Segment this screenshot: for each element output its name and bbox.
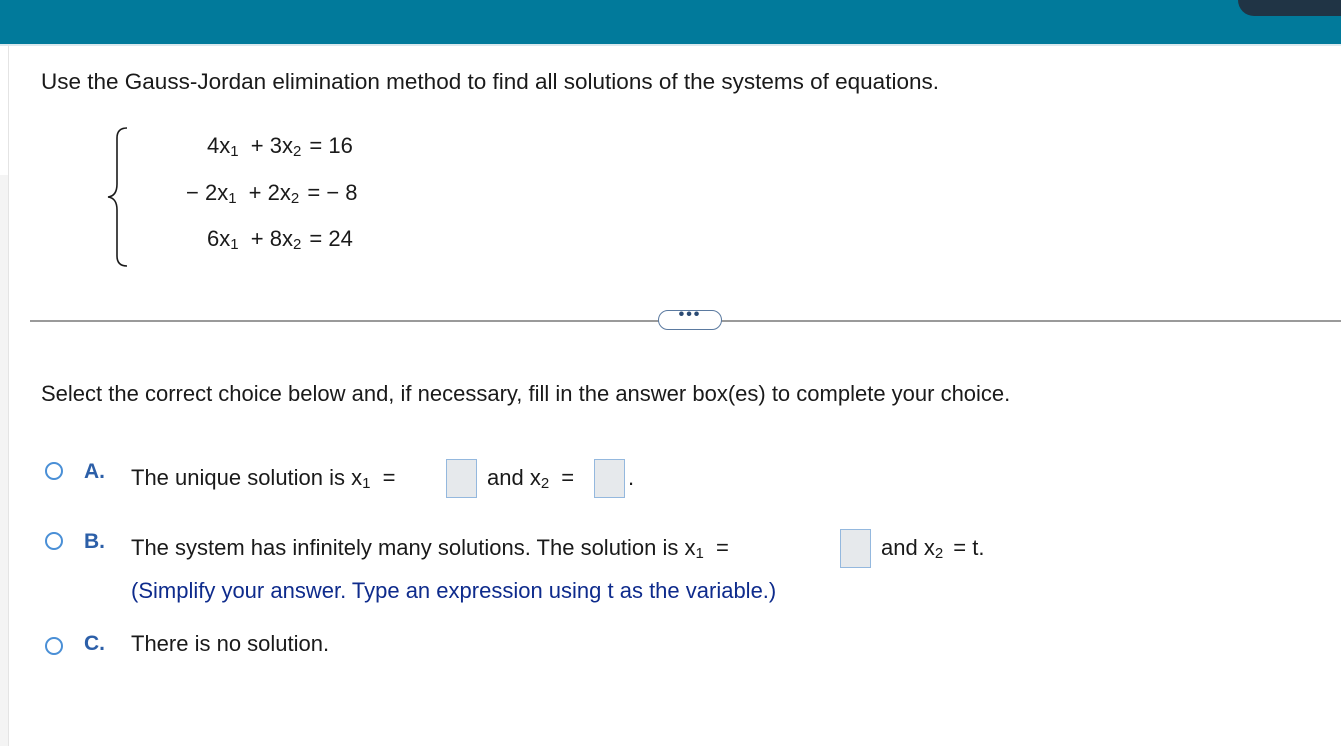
option-c-text: There is no solution. <box>131 631 330 656</box>
left-border <box>8 44 9 746</box>
radio-option-b[interactable] <box>45 532 63 550</box>
header-tab <box>1238 0 1341 16</box>
equation-2: − $2x_1 + 2x_2$ = − 8 <box>186 180 358 207</box>
left-brace <box>105 126 129 268</box>
question-text: Use the Gauss-Jordan elimination method to find all solutions of the systems of equations. <box>41 69 939 94</box>
more-options-button[interactable]: ••• <box>658 310 722 330</box>
instruction-text: Select the correct choice below and, if necessary, fill in the answer box(es) to complete your choice. <box>41 381 1011 406</box>
option-a-period: . <box>628 465 635 490</box>
option-a-letter: A. <box>84 460 105 483</box>
answer-box-a-x2[interactable] <box>594 459 625 498</box>
equation-1: $4x_1 + 3x_2 = 16$ <box>207 133 353 160</box>
option-b-hint: (Simplify your answer. Type an expression using t as the variable.) <box>131 578 777 603</box>
option-b-text-2: and $x_2 = t$. <box>881 535 985 562</box>
left-panel-edge <box>0 175 8 746</box>
equation-3: $6x_1 + 8x_2 = 24$ <box>207 226 353 253</box>
option-a-text: The unique solution is $x_1$ = <box>131 465 396 492</box>
option-a-text-2: and $x_2$ = <box>487 465 575 492</box>
option-b-text: The system has infinitely many solutions. The solution is $x_1$ = <box>131 535 729 562</box>
header-underline <box>0 44 1341 46</box>
radio-option-c[interactable] <box>45 637 63 655</box>
answer-box-a-x1[interactable] <box>446 459 477 498</box>
top-header-bar <box>0 0 1341 44</box>
option-b-letter: B. <box>84 530 105 553</box>
radio-option-a[interactable] <box>45 462 63 480</box>
answer-box-b-x1[interactable] <box>840 529 871 568</box>
option-c-letter: C. <box>84 632 105 655</box>
